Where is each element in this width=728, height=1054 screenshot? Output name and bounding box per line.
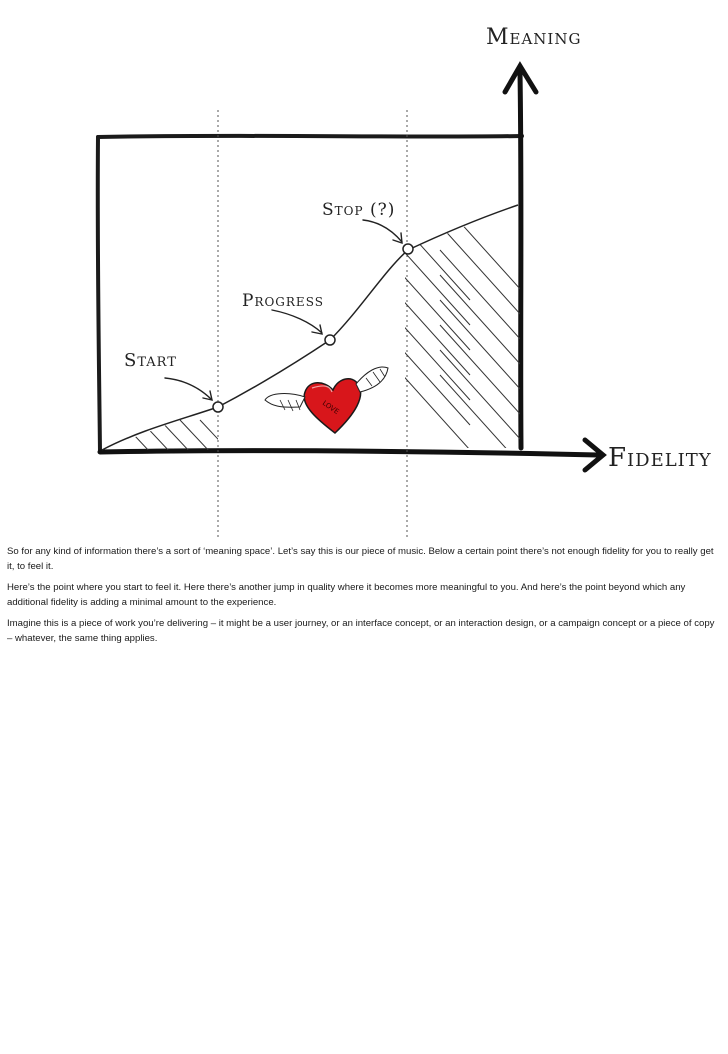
y-axis-label: Meaning <box>486 25 582 50</box>
x-axis-label: Fidelity <box>608 443 712 473</box>
hatch-low-fidelity <box>120 420 230 452</box>
label-stop: Stop (?) <box>322 200 396 220</box>
progress-point <box>325 335 335 345</box>
label-start: Start <box>124 350 177 371</box>
notes-paragraph: So for any kind of information there’s a sort of ‘meaning space’. Let’s say this is our piece of music. Below a certain point there’s not enough fidelity for you to really get it, to feel it. <box>7 546 714 572</box>
speaker-notes <box>7 544 719 652</box>
notes-paragraph: Here’s the point where you start to feel it. Here there’s another jump in quality where it becomes more meaningful to you. And here’s the point beyond which any additional fidelity is adding a minimal amount to the experience. <box>7 582 686 608</box>
start-point <box>213 402 223 412</box>
x-axis <box>100 440 603 470</box>
winged-heart-icon <box>265 367 388 433</box>
stop-point <box>403 244 413 254</box>
notes-paragraph: Imagine this is a piece of work you’re delivering – it might be a user journey, or an interface concept, or an interaction design, or a campaign concept or a piece of copy – whatever, the same thing applies. <box>7 618 715 644</box>
heart-text: LOVE <box>320 399 341 417</box>
label-progress: Progress <box>242 291 324 311</box>
y-axis <box>505 66 536 448</box>
